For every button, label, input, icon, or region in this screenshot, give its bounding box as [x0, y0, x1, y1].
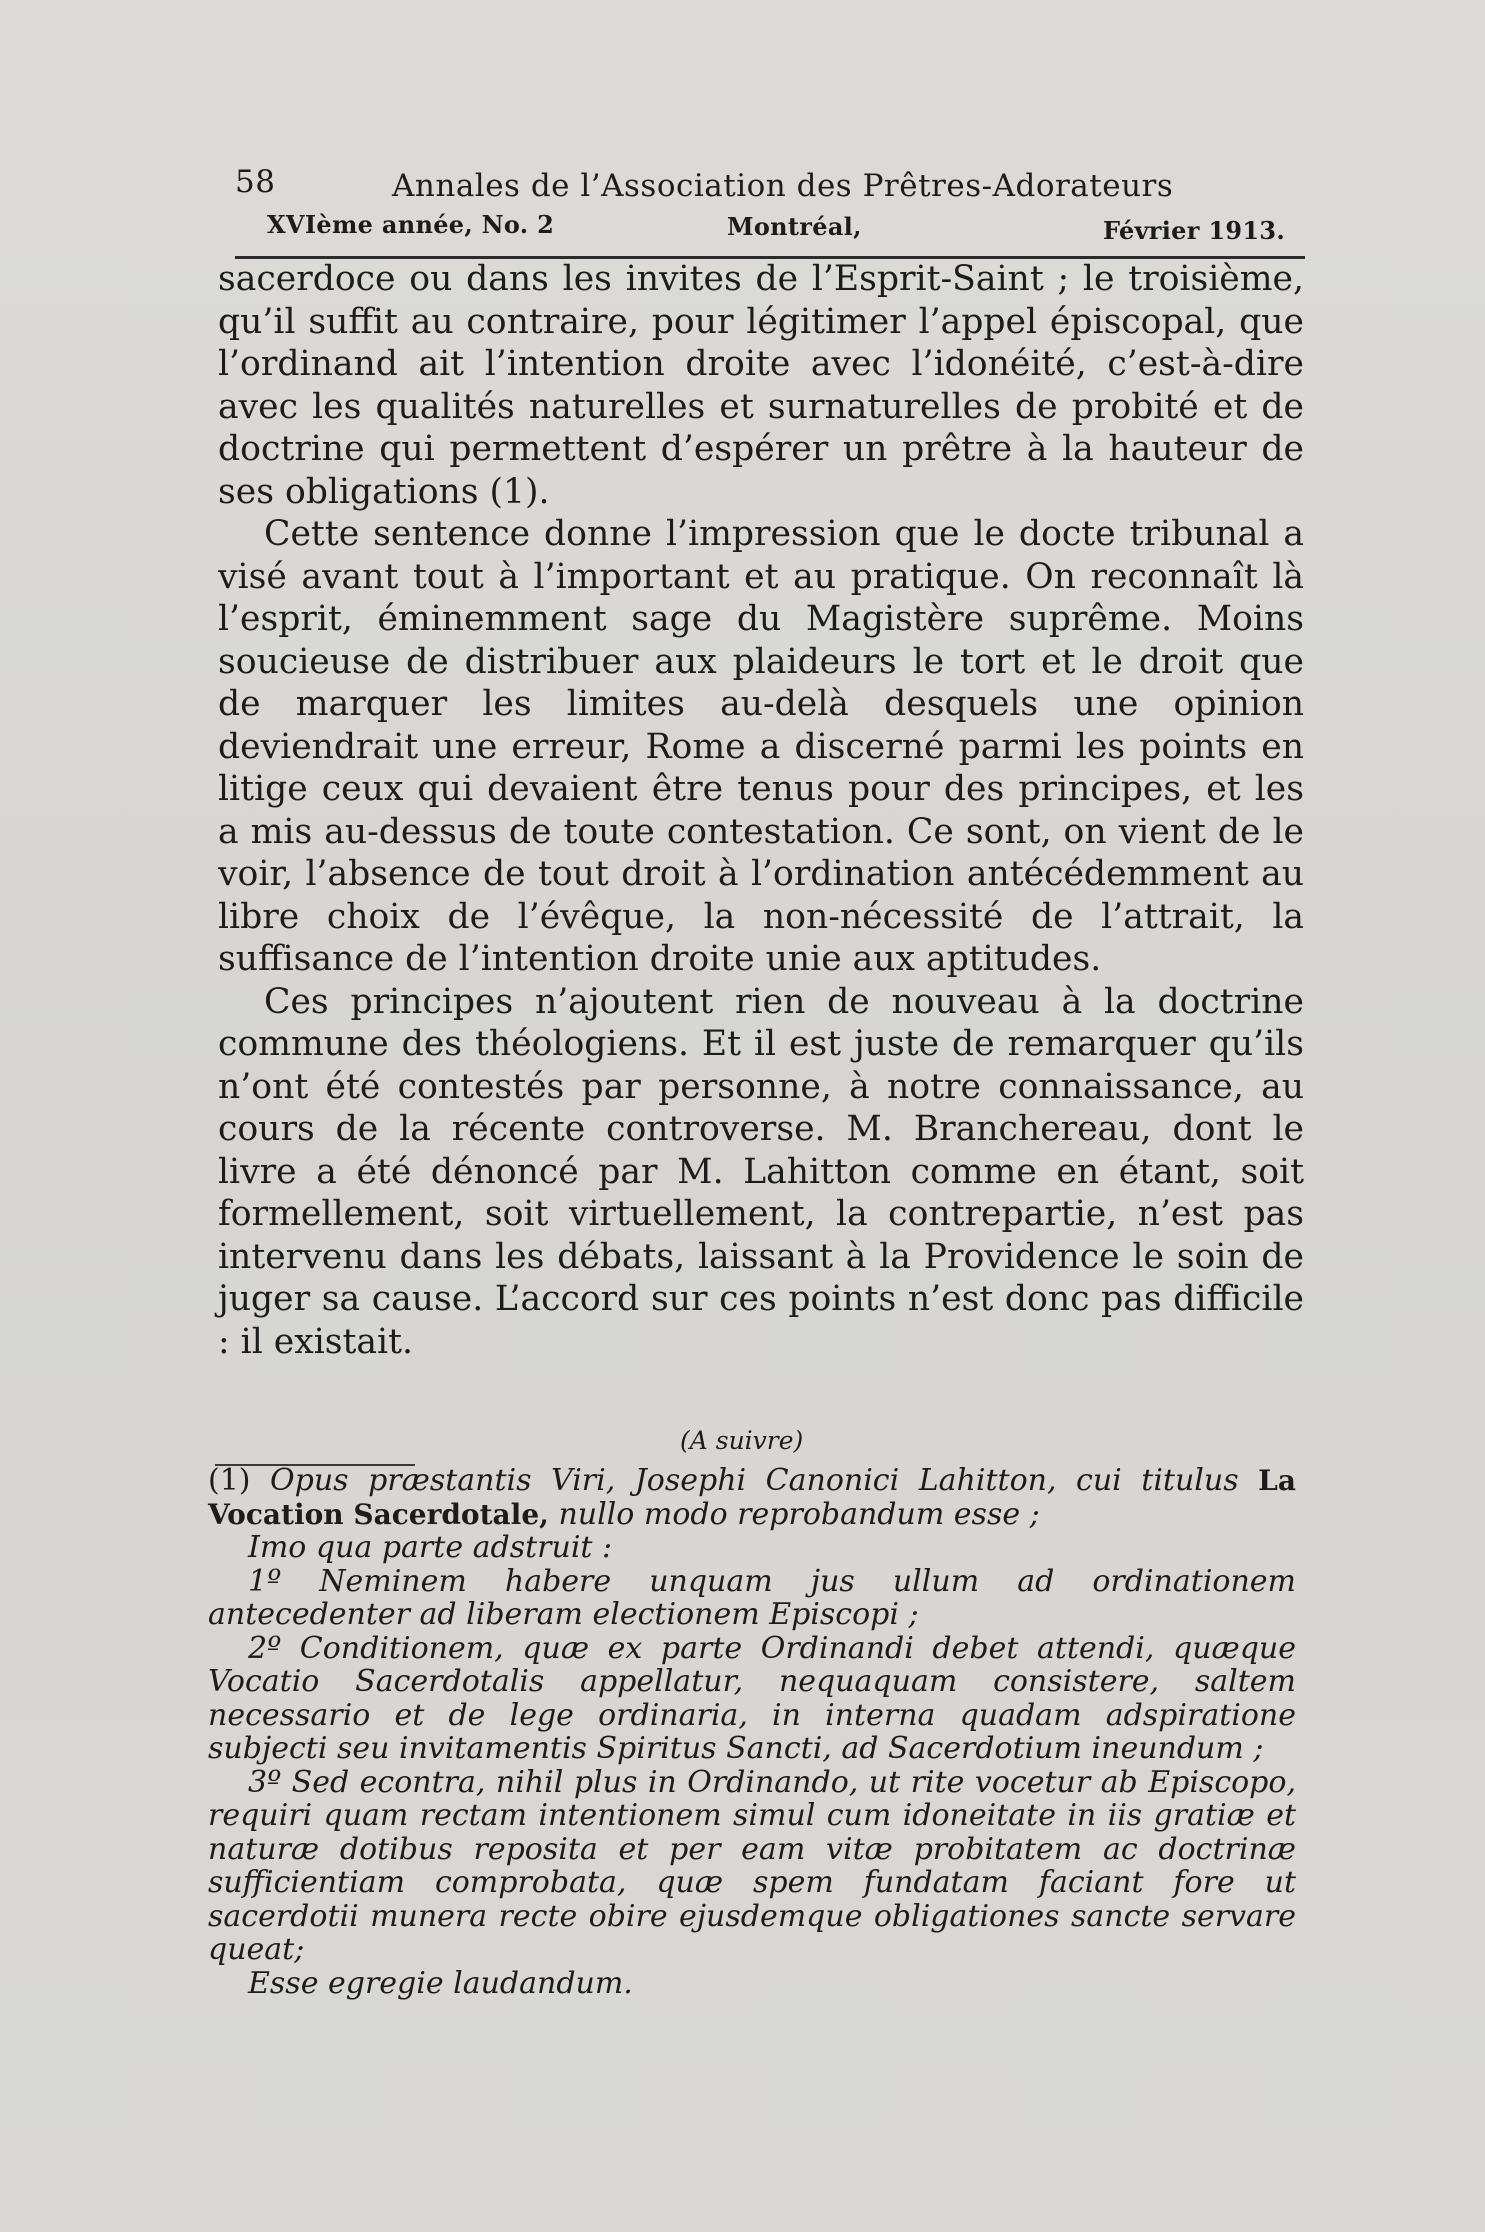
running-title: Annales de l’Association des Prêtres-Adorateurs: [392, 168, 1174, 204]
page-header: [235, 160, 1305, 260]
footnote-item-2: 2º Conditionem, quæ ex parte Ordinandi debet attendi, quæque Vocatio Sacerdotalis appellatur, nequaquam consistere, saltem necessario et de lege ordinaria, in interna quadam adspiratione subjecti seu invitamentis Spiritus Sancti, ad Sacerdotium ineundum ;: [208, 1630, 1296, 1766]
city-label: Montréal,: [727, 212, 862, 241]
footnote-intro: Imo qua parte adstruit :: [248, 1530, 613, 1565]
page-number: 58: [235, 164, 276, 200]
footnote-book-title: La Vocation Sacerdotale,: [208, 1464, 1296, 1531]
paragraph-3: Ces principes n’ajoutent rien de nouveau à la doctrine commune des théologiens. Et il est juste de remarquer qu’ils n’ont été contestés par personne, à notre connaissance, au cours de la récente controverse. M. Branchereau, dont le livre a été dénoncé par M. Lahitton comme en étant, soit formellement, soit virtuellement, la contrepartie, n’est pas intervenu dans les débats, laissant à la Providence le soin de juger sa cause. L’accord sur ces points n’est donc pas difficile : il existait.: [218, 981, 1304, 1362]
continued-note: (A suivre): [680, 1426, 804, 1455]
footnote-lead: [208, 1464, 1296, 1531]
paragraph-1: sacerdoce ou dans les invites de l’Esprit-Saint ; le troisième, qu’il suffit au contraire, pour légitimer l’appel épiscopal, que l’ordinand ait l’intention droite avec l’idonéité, c’est-à-dire avec les qualités naturelles et surnaturelles de probité et de doctrine qui permettent d’espérer un prêtre à la hauteur de ses obligations (1).: [218, 259, 1304, 512]
header-title-line: [235, 160, 1305, 206]
footnote-lead-text: Opus præstantis Viri, Josephi Canonici Lahitton, cui titulus: [270, 1463, 1239, 1498]
footnote-lead-end: nullo modo reprobandum esse ;: [558, 1496, 1040, 1532]
issue-label: XVIème année, No. 2: [267, 210, 555, 239]
body-text: [218, 258, 1304, 1363]
footnote-closing: Esse egregie laudandum.: [248, 1965, 633, 2001]
header-issue-line: [235, 206, 1305, 248]
footnote-mark: (1): [208, 1463, 251, 1498]
footnote-item-3: 3º Sed econtra, nihil plus in Ordinando, ut rite vocetur ab Episcopo, requiri quam rectam intentionem simul cum idoneitate in iis gratiæ et naturæ dotibus reposita et per eam vitæ probitatem ac doctrinæ sufficientiam comprobata, quæ spem fundatam faciant fore ut sacerdotii munera recte obire ejusdemque obligationes sancte servare queat;: [208, 1764, 1296, 1967]
paragraph-2: Cette sentence donne l’impression que le docte tribunal a visé avant tout à l’important et au pratique. On reconnaît là l’esprit, éminemment sage du Magistère suprême. Moins soucieuse de distribuer aux plaideurs le tort et le droit que de marquer les limites au-delà desquels une opinion deviendrait une erreur, Rome a discerné parmi les points en litige ceux qui devaient être tenus pour des principes, et les a mis au-dessus de toute contestation. Ce sont, on vient de le voir, l’absence de tout droit à l’ordination antécédemment au libre choix de l’évêque, la non-nécessité de l’attrait, la suffisance de l’intention droite unie aux aptitudes.: [218, 514, 1304, 979]
footnote-block: [208, 1464, 1296, 2000]
date-label: Février 1913.: [1102, 216, 1285, 245]
footnote-item-1: 1º Neminem habere unquam jus ullum ad ordinationem antecedenter ad liberam electionem Episcopi ;: [208, 1563, 1296, 1632]
